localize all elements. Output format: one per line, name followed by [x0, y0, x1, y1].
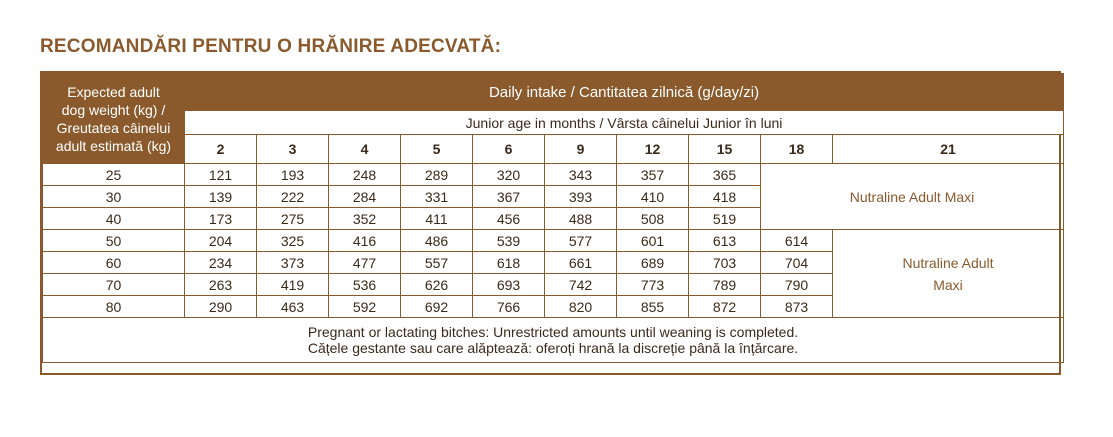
daily-intake-header: Daily intake / Cantitatea zilnică (g/day/zi): [185, 74, 1064, 111]
intake-cell: 418: [689, 186, 761, 208]
months-header-row: [43, 135, 1064, 164]
intake-cell: 704: [761, 252, 833, 274]
table-row: [43, 164, 1064, 186]
month-header-cell: 2: [185, 135, 257, 164]
intake-cell: 248: [329, 164, 401, 186]
feeding-table: [42, 73, 1064, 363]
feeding-table-body: [43, 74, 1064, 363]
intake-cell: 139: [185, 186, 257, 208]
month-header-cell: 5: [401, 135, 473, 164]
intake-cell: 486: [401, 230, 473, 252]
intake-cell: 419: [257, 274, 329, 296]
intake-cell: 263: [185, 274, 257, 296]
intake-cell: 618: [473, 252, 545, 274]
month-header-cell: 9: [545, 135, 617, 164]
footer-note: [43, 318, 1064, 363]
weight-cell: 40: [43, 208, 185, 230]
month-header-cell: 6: [473, 135, 545, 164]
intake-cell: 222: [257, 186, 329, 208]
month-header-cell: 3: [257, 135, 329, 164]
intake-cell: 320: [473, 164, 545, 186]
weight-header-line: Expected adult: [67, 83, 160, 100]
weight-cell: 70: [43, 274, 185, 296]
intake-cell: 626: [401, 274, 473, 296]
intake-cell: 689: [617, 252, 689, 274]
intake-cell: 789: [689, 274, 761, 296]
intake-cell: 536: [329, 274, 401, 296]
intake-cell: 331: [401, 186, 473, 208]
intake-cell: 193: [257, 164, 329, 186]
intake-cell: 234: [185, 252, 257, 274]
intake-cell: 742: [545, 274, 617, 296]
maxi-label-line: Maxi: [933, 276, 963, 293]
intake-cell: 693: [473, 274, 545, 296]
intake-cell: 325: [257, 230, 329, 252]
intake-cell: 577: [545, 230, 617, 252]
feeding-table-frame: [40, 71, 1061, 375]
intake-cell: 508: [617, 208, 689, 230]
intake-cell: 456: [473, 208, 545, 230]
intake-cell: 820: [545, 296, 617, 318]
intake-cell: 766: [473, 296, 545, 318]
month-header-cell: 21: [833, 135, 1064, 164]
intake-cell: 477: [329, 252, 401, 274]
intake-cell: 873: [761, 296, 833, 318]
intake-cell: 661: [545, 252, 617, 274]
weight-cell: 30: [43, 186, 185, 208]
intake-cell: 790: [761, 274, 833, 296]
intake-cell: 121: [185, 164, 257, 186]
month-header-cell: 4: [329, 135, 401, 164]
month-header-cell: 18: [761, 135, 833, 164]
intake-cell: 692: [401, 296, 473, 318]
intake-cell: 357: [617, 164, 689, 186]
intake-cell: 488: [545, 208, 617, 230]
maxi-label-line: Nutraline Adult: [902, 254, 994, 271]
weight-cell: 25: [43, 164, 185, 186]
intake-cell: 613: [689, 230, 761, 252]
weight-header-line: dog weight (kg) /: [61, 101, 166, 118]
weight-cell: 80: [43, 296, 185, 318]
intake-cell: 463: [257, 296, 329, 318]
intake-cell: 416: [329, 230, 401, 252]
intake-cell: 539: [473, 230, 545, 252]
footer-note-line: Cățele gestante sau care alăptează: oferoți hrană la discreție până la înțărcare.: [307, 340, 799, 356]
intake-cell: 614: [761, 230, 833, 252]
intake-cell: 601: [617, 230, 689, 252]
footer-note-line: Pregnant or lactating bitches: Unrestricted amounts until weaning is completed.: [307, 324, 799, 340]
intake-cell: 290: [185, 296, 257, 318]
intake-cell: 773: [617, 274, 689, 296]
intake-cell: 393: [545, 186, 617, 208]
intake-cell: 284: [329, 186, 401, 208]
weight-header-line: adult estimată (kg): [55, 137, 172, 154]
table-row: [43, 230, 1064, 252]
footer-row: [43, 318, 1064, 363]
weight-cell: 60: [43, 252, 185, 274]
intake-cell: 703: [689, 252, 761, 274]
intake-cell: 557: [401, 252, 473, 274]
intake-cell: 410: [617, 186, 689, 208]
weight-cell: 50: [43, 230, 185, 252]
intake-cell: 204: [185, 230, 257, 252]
page-title: RECOMANDĂRI PENTRU O HRĂNIRE ADECVATĂ:: [40, 36, 502, 57]
junior-age-header: Junior age in months / Vârsta câinelui Junior în luni: [185, 111, 1064, 135]
intake-cell: 365: [689, 164, 761, 186]
intake-cell: 352: [329, 208, 401, 230]
intake-cell: 855: [617, 296, 689, 318]
intake-cell: 343: [545, 164, 617, 186]
intake-cell: 592: [329, 296, 401, 318]
intake-cell: 519: [689, 208, 761, 230]
adult-maxi-switch-label: Nutraline Adult Maxi: [761, 164, 1064, 230]
weight-header: [43, 74, 185, 164]
intake-cell: 367: [473, 186, 545, 208]
intake-cell: 275: [257, 208, 329, 230]
intake-cell: 373: [257, 252, 329, 274]
intake-cell: 872: [689, 296, 761, 318]
weight-header-line: Greutatea câinelui: [56, 119, 171, 136]
month-header-cell: 12: [617, 135, 689, 164]
intake-cell: 173: [185, 208, 257, 230]
month-header-cell: 15: [689, 135, 761, 164]
adult-maxi-switch-label: [833, 230, 1064, 318]
intake-cell: 411: [401, 208, 473, 230]
intake-cell: 289: [401, 164, 473, 186]
